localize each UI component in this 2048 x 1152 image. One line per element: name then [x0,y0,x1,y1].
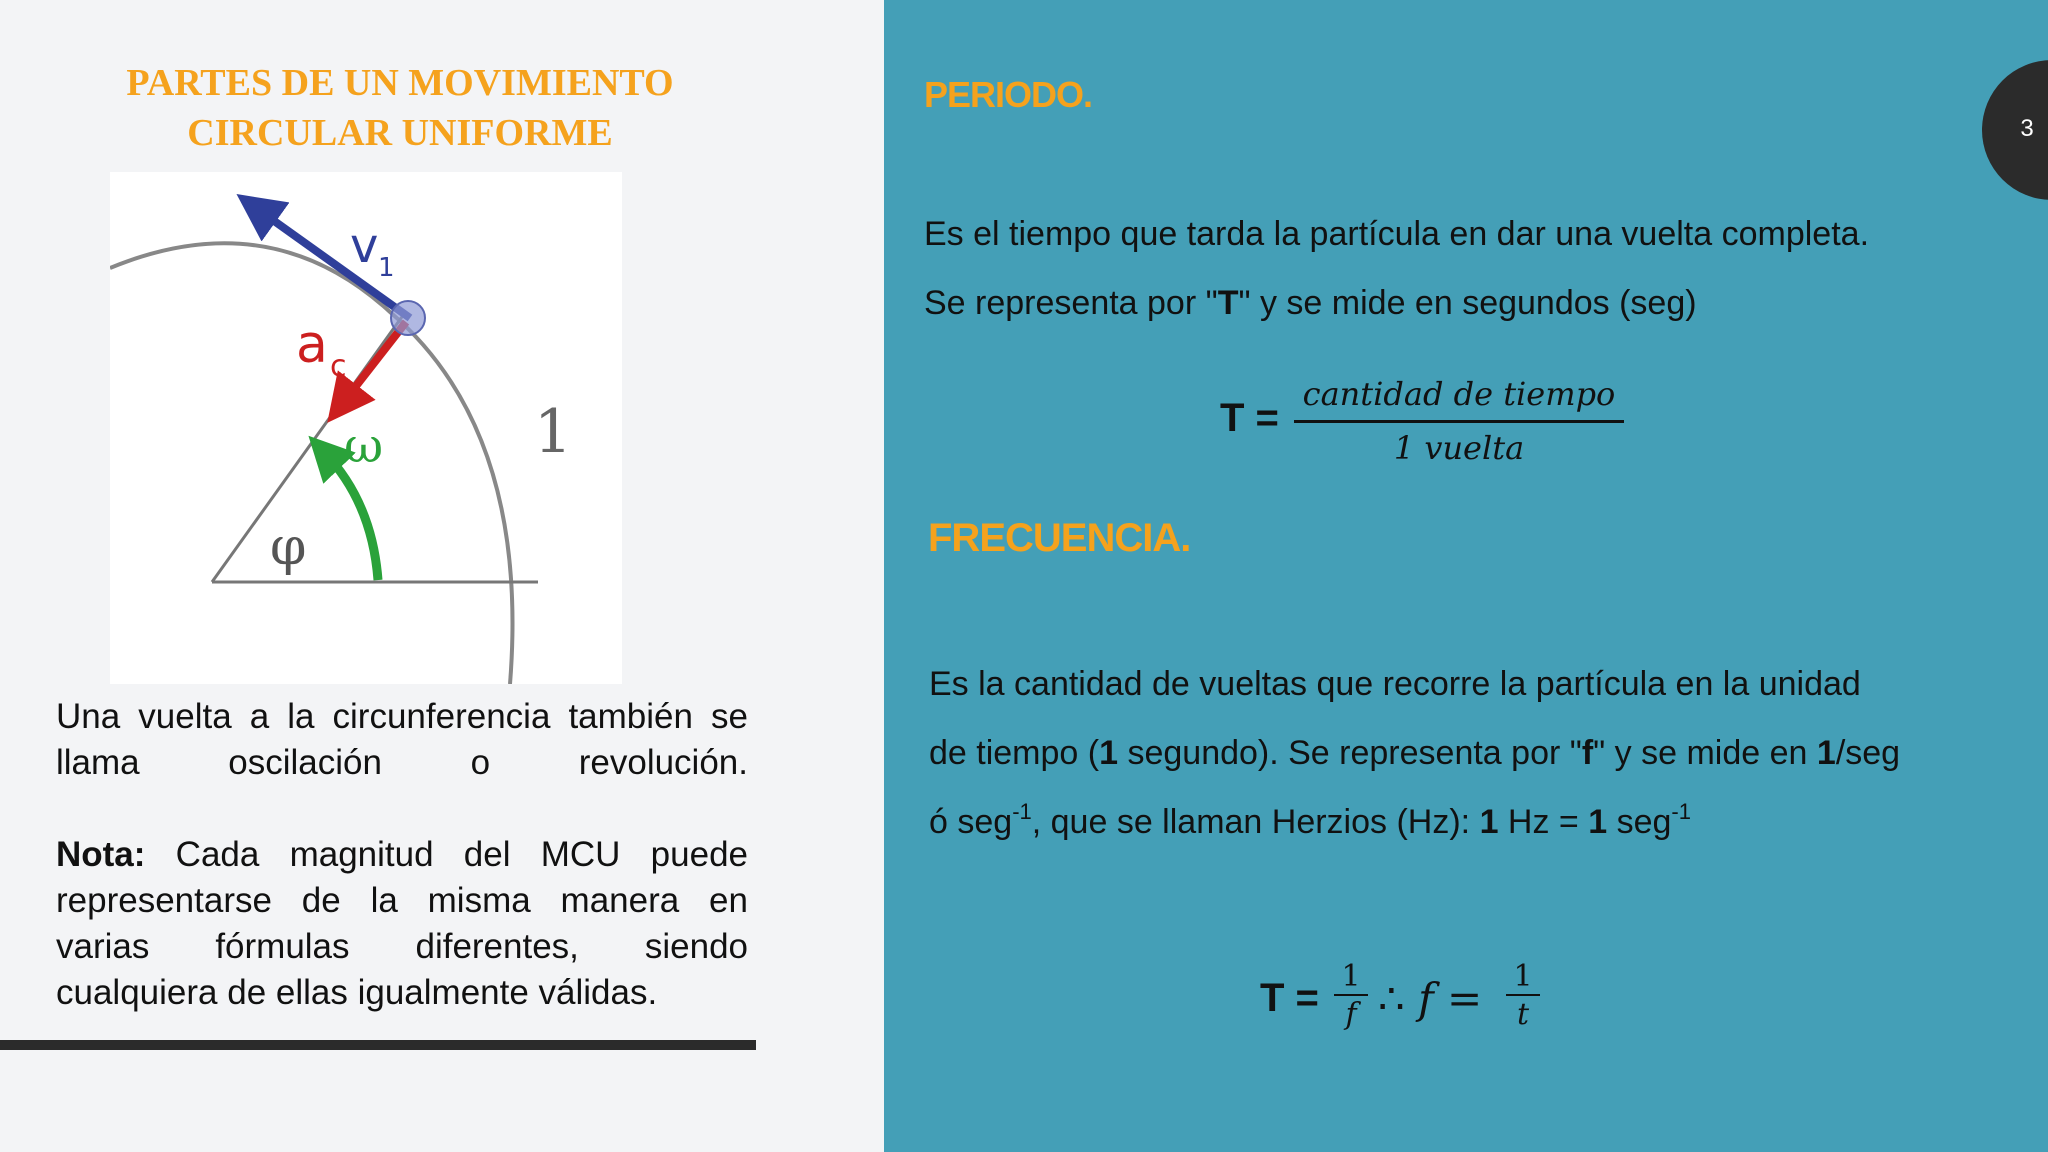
freq-line-3-sup1: -1 [1012,799,1032,824]
mcu-diagram [110,172,622,684]
label-ac-sub: c [330,349,347,384]
freq-line-3-b: , que se llaman Herzios (Hz): [1031,803,1480,841]
freq-symbol: f [1581,734,1594,772]
label-omega: ω [344,418,384,474]
divider-bar [0,1040,756,1050]
frecuencia-paragraph [929,650,2009,857]
formula2-equals: = [1447,974,1483,1023]
note-line-2: representarse de la misma manera en [56,881,748,920]
freq-line-3 [929,788,2009,857]
formula2-fraction-2 [1506,960,1540,1034]
title-line-1: PARTES DE UN MOVIMIENTO [126,62,674,104]
freq-line-3-sup2: -1 [1671,799,1691,824]
freq-line-2-e: " y se mide en [1593,734,1817,772]
freq-line-3-c: 1 [1479,803,1499,841]
periodo-line-2 [924,269,2004,338]
label-phi: φ [270,517,307,577]
formula2-frac2-den: t [1516,997,1530,1032]
section-title [40,58,760,158]
note-label: Nota: [56,835,146,874]
freq-line-2-f: 1 [1816,734,1836,772]
formula2-frac1-num: 1 [1334,960,1368,996]
therefore-symbol: ∴ [1378,974,1405,1023]
periodo-heading: PERIODO. [924,74,1093,115]
freq-line-3-d: Hz = [1498,803,1589,841]
mcu-diagram-svg [110,172,622,684]
title-line-2: CIRCULAR UNIFORME [187,112,613,154]
formula2-middle [1378,974,1482,1023]
note-text-1: Cada magnitud del MCU puede [145,835,748,874]
note-line-4: cualquiera de ellas igualmente válidas. [56,973,658,1012]
freq-line-2-c: segundo). Se representa por " [1118,734,1582,772]
freq-line-3-f: seg [1607,803,1672,841]
note-line-1 [56,832,748,878]
periodo-line-2-a: Se representa por " [924,284,1218,322]
formula1-numerator: cantidad de tiempo [1294,372,1624,423]
mcu-description [56,694,748,1016]
note-line-3: varias fórmulas diferentes, siendo [56,927,748,966]
formula2-fraction-1 [1334,960,1368,1034]
periodo-paragraph [924,200,2004,338]
text-line-2: llama oscilación o revolución. [56,743,748,782]
label-v: v [350,218,379,274]
periodo-symbol: T [1217,284,1239,322]
freq-line-3-e: 1 [1588,803,1608,841]
formula1-denominator: 1 vuelta [1393,429,1525,467]
frecuencia-heading: FRECUENCIA. [928,516,1191,560]
frecuencia-formula [1260,960,1560,1070]
label-ac: a [296,315,328,375]
freq-line-3-a: ó seg [929,803,1013,841]
formula2-frac1-den: f [1345,997,1357,1032]
label-v-sub: 1 [378,253,395,283]
particle [391,301,425,335]
label-radius: 1 [534,397,573,467]
page-number: 3 [2020,115,2034,142]
text-line-1: Una vuelta a la circunferencia también se [56,697,748,736]
freq-line-2-g: /seg [1835,734,1901,772]
freq-line-1: Es la cantidad de vueltas que recorre la partícula en la unidad [929,665,1861,703]
acceleration-arrow [342,322,406,404]
periodo-line-2-c: " y se mide en segundos (seg) [1238,284,1697,322]
formula1-lhs: T = [1220,396,1279,440]
freq-line-2-b: 1 [1099,734,1119,772]
trajectory-arc [110,243,513,684]
freq-line-2 [929,719,2009,788]
freq-line-2-a: de tiempo ( [929,734,1100,772]
formula2-frac2-num: 1 [1506,960,1540,996]
formula2-lhs: T = [1260,976,1319,1020]
formula1-fraction [1294,372,1624,473]
formula2-f: f [1418,974,1434,1023]
periodo-line-1: Es el tiempo que tarda la partícula en dar una vuelta completa. [924,215,1870,253]
